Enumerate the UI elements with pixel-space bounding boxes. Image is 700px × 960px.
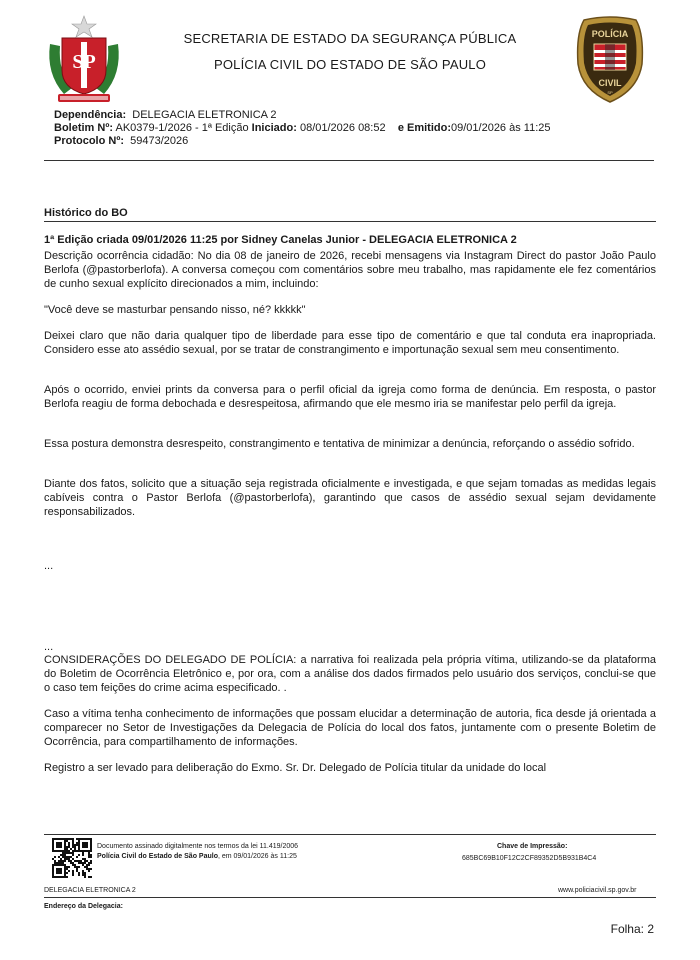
paragraph-quote: "Você deve se masturbar pensando nisso, né? kkkkk" (44, 304, 306, 316)
svg-text:POLÍCIA: POLÍCIA (591, 29, 629, 39)
policia-civil-badge-icon (574, 14, 646, 106)
page-number: Folha: 2 (610, 922, 654, 936)
footer-divider-bottom (44, 897, 656, 898)
dependencia-row (54, 109, 277, 123)
protocolo-label: Protocolo Nº: (54, 135, 125, 147)
paragraph-consideracoes: CONSIDERAÇÕES DO DELEGADO DE POLÍCIA: a narrativa foi realizada pela própria vítima, utilizando-se da plataforma do Boletim de Ocorrência Eletrônico e, por ora, com a análise dos dados firmados pelo usuário dos serviços, conclui-se que o caso tem feições do crime acima especificado. . (44, 654, 656, 694)
endereco-label-text: Endereço da Delegacia: (44, 903, 123, 910)
qr-code-icon (52, 838, 92, 878)
footer-website: www.policiacivil.sp.gov.br (558, 887, 637, 894)
signed-line-2-org: Polícia Civil do Estado de São Paulo (97, 853, 218, 860)
svg-text:CIVIL: CIVIL (598, 78, 622, 88)
protocolo-row (54, 135, 188, 149)
paragraph-apos: Após o ocorrido, enviei prints da conversa para o perfil oficial da igreja como forma de denúncia. Em resposta, o pastor Berlofa reagiu de forma debochada e desrespeitosa, afirmando que ele mesmo iria se manifestar pelo perfil da igreja. (44, 384, 656, 410)
emitido-label: e Emitido: (397, 122, 451, 134)
chave-label-text: Chave de Impressão: (497, 843, 568, 850)
emitido-value: 09/01/2026 às 11:25 (451, 122, 551, 134)
svg-text:SP: SP (607, 90, 613, 95)
footer-delegacia: DELEGACIA ELETRONICA 2 (44, 887, 136, 894)
header-divider (44, 160, 654, 161)
header-secretaria: SECRETARIA DE ESTADO DA SEGURANÇA PÚBLICA (183, 31, 517, 46)
dependencia-label: Dependência: (54, 109, 127, 121)
paragraph-ellipsis-2: ... (44, 641, 54, 653)
endereco-label (44, 902, 123, 911)
dependencia-value: DELEGACIA ELETRONICA 2 (132, 109, 277, 121)
chave-value: 685BC69B10F12C2CF89352D5B931B4C4 (462, 855, 597, 862)
paragraph-caso: Caso a vítima tenha conhecimento de informações que possam elucidar a determinação de autoria, fica desde já orientada a comparecer no Setor de Investigações da Delegacia de Polícia do local dos fatos, juntamente com o presente Boletim de Ocorrência, para compartilhamento de informações. (44, 708, 656, 748)
edition-line: 1ª Edição criada 09/01/2026 11:25 por Sidney Canelas Junior - DELEGACIA ELETRONICA 2 (44, 234, 517, 246)
footer-divider-top (44, 834, 656, 835)
paragraph-diante: Diante dos fatos, solicito que a situação seja registrada oficialmente e investigada, e que sejam tomadas as medidas legais cabíveis contra o Pastor Berlofa (@pastorberlofa), garantindo que casos de assédio sexual sejam devidamente responsabilizados. (44, 478, 656, 518)
paragraph-postura: Essa postura demonstra desrespeito, constrangimento e tentativa de minimizar a denúncia, reforçando o assédio sofrido. (44, 438, 635, 450)
signed-line-2-date: , em 09/01/2026 às 11:25 (217, 853, 297, 860)
signed-line-1: Documento assinado digitalmente nos termos da lei 11.419/2006 (97, 843, 299, 850)
header-policia-civil: POLÍCIA CIVIL DO ESTADO DE SÃO PAULO (213, 57, 487, 72)
iniciado-label: Iniciado: (251, 122, 297, 134)
boletim-row (54, 122, 551, 136)
protocolo-value: 59473/2026 (130, 135, 189, 147)
paragraph-registro: Registro a ser levado para deliberação do Exmo. Sr. Dr. Delegado de Polícia titular da unidade do local (44, 762, 547, 774)
section-title: Histórico do BO (44, 207, 128, 219)
boletim-label: Boletim Nº: (54, 122, 114, 134)
chave-label (497, 842, 567, 851)
paragraph-descricao: Descrição ocorrência cidadão: No dia 08 de janeiro de 2026, recebi mensagens via Instagram Direct do pastor João Paulo Berlofa (@pastorberlofa). A conversa começou com comentários sobre meu trabalho, mas rapidamente ele fez comentários de cunho sexual explícito direcionados a mim, incluindo: (44, 250, 656, 290)
svg-text:SP: SP (72, 51, 96, 73)
iniciado-value: 08/01/2026 08:52 (299, 122, 386, 134)
paragraph-ellipsis-1: ... (44, 560, 54, 572)
boletim-value: AK0379-1/2026 - 1ª Edição (115, 122, 249, 134)
paragraph-deixei: Deixei claro que não daria qualquer tipo de liberdade para esse tipo de comentário e que tal conduta era inapropriada. Considero esse ato assédio sexual, por se tratar de constrangimento e importunação sexual sem meu consentimento. (44, 330, 656, 356)
signed-line-2 (97, 852, 297, 861)
section-divider (44, 221, 656, 222)
